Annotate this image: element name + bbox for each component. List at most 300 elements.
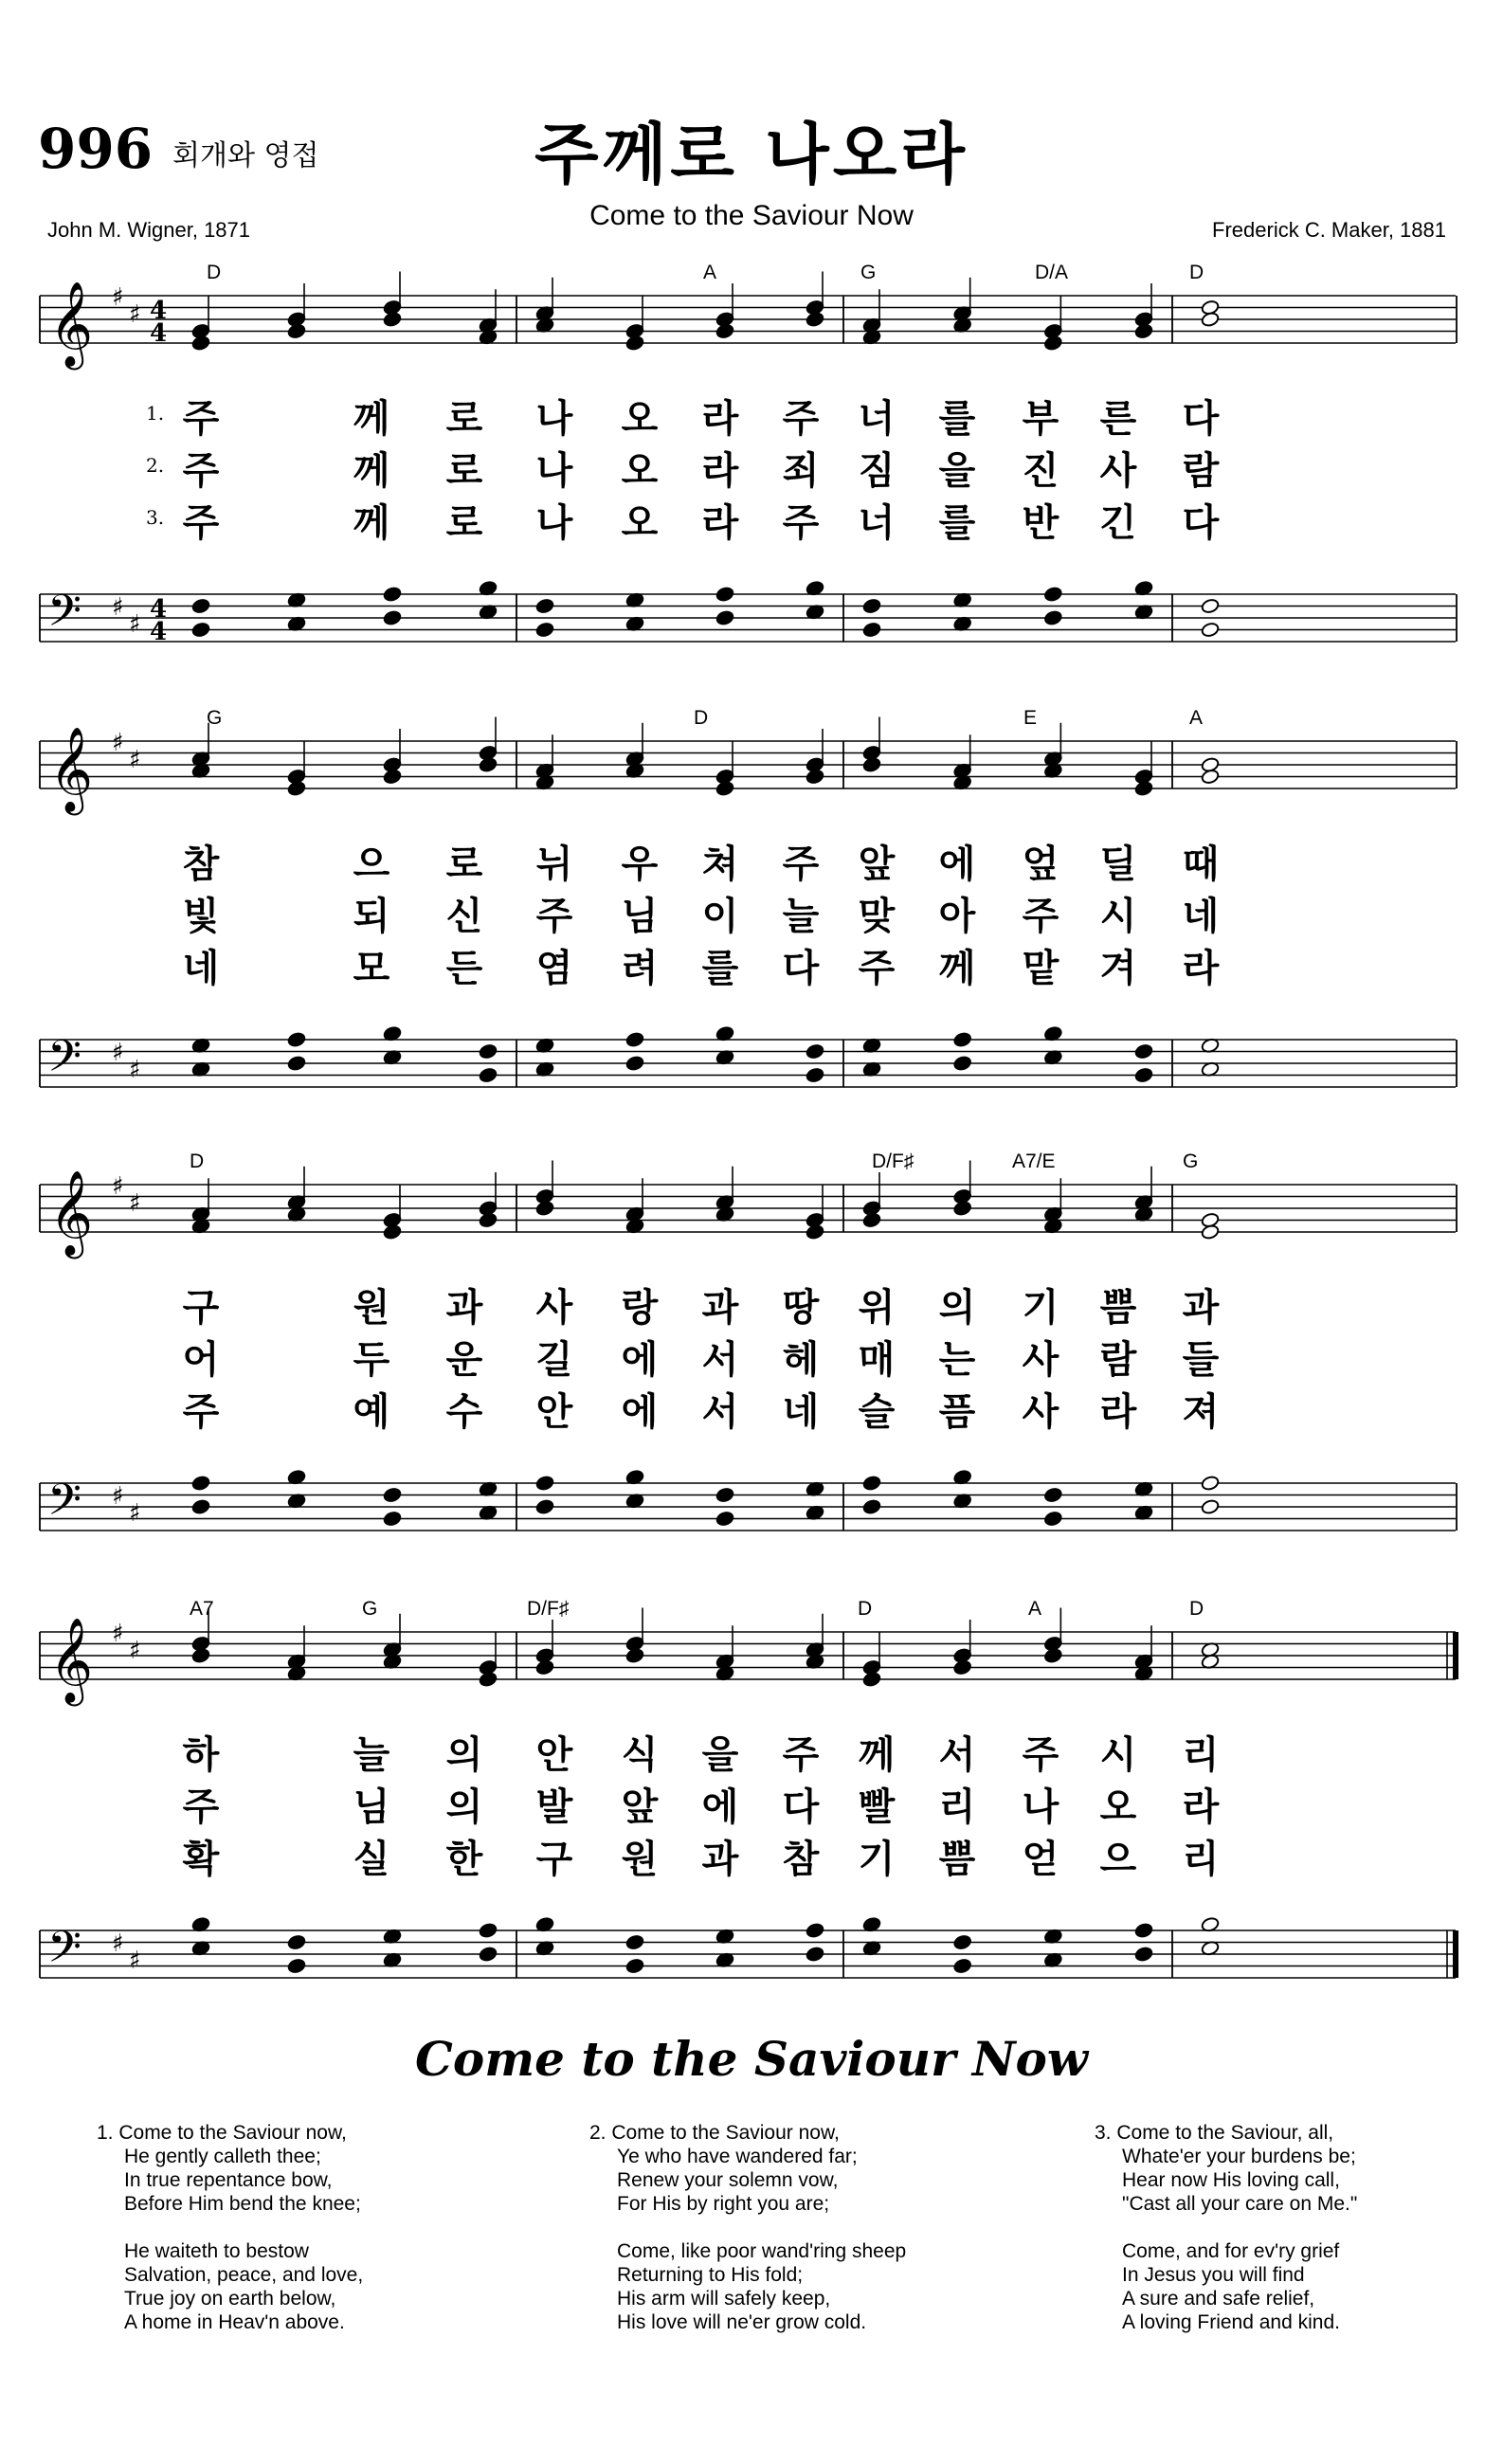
treble-staff: [40, 296, 1456, 343]
note-head: [1201, 311, 1220, 327]
lyric-syllable: 쳐: [701, 842, 739, 886]
lyric-syllable: 져: [1182, 1390, 1220, 1434]
lyric-syllable: 으: [353, 842, 390, 886]
english-stanza-3: [1095, 2121, 1357, 2334]
lyric-syllable: 리: [1182, 1733, 1220, 1777]
lyric-syllable: 운: [445, 1338, 483, 1382]
note-head: [287, 1934, 306, 1950]
note-head: [535, 1200, 554, 1216]
bass-clef: 𝄢: [47, 586, 82, 647]
note-head: [383, 586, 402, 602]
lyric-syllable: 식: [621, 1733, 659, 1777]
note-head: [535, 1659, 554, 1676]
lyric-syllable: 시: [1099, 1733, 1137, 1777]
lyric-syllable: 하: [182, 1733, 220, 1777]
note-head: [806, 311, 824, 327]
note-head: [953, 1659, 972, 1676]
lyric-syllable: 이: [701, 895, 739, 938]
stanza-line: A home in Heav'n above.: [124, 2311, 345, 2333]
note-head: [1134, 780, 1153, 796]
english-stanza-2: [589, 2121, 906, 2334]
lyric-syllable: 죄: [782, 449, 820, 493]
note-head: [479, 1922, 498, 1938]
lyric-syllable: 한: [445, 1838, 483, 1881]
lyric-syllable: 뉘: [535, 842, 573, 886]
note-head: [715, 586, 734, 602]
chord-symbol: D/A: [1035, 262, 1069, 283]
hymn-subtitle: Come to the Saviour Now: [589, 200, 914, 231]
note-head: [806, 1043, 824, 1060]
lyric-syllable: 라: [1182, 947, 1220, 990]
lyric-syllable: 랑: [621, 1286, 659, 1330]
lyric-syllable: 주: [782, 842, 820, 886]
lyric-syllable: 라: [701, 501, 739, 545]
lyric-syllable: 원: [621, 1838, 659, 1881]
note-head: [862, 598, 881, 614]
system-1: [40, 262, 1457, 647]
lyric-syllable: 라: [1182, 1785, 1220, 1829]
lyric-syllable: 을: [701, 1733, 739, 1777]
bass-staff: [40, 1930, 1456, 1978]
note-head: [1134, 323, 1153, 339]
lyric-syllable: 빛: [182, 895, 220, 938]
lyric-syllable: 나: [1022, 1785, 1059, 1829]
lyric-syllable: 구: [182, 1286, 220, 1330]
lyric-syllable: 쁨: [1099, 1286, 1137, 1330]
lyric-syllable: 를: [701, 947, 739, 990]
time-signature: 4: [150, 297, 168, 325]
lyric-syllable: 님: [353, 1785, 390, 1829]
stanza-line: Ye who have wandered far;: [617, 2146, 858, 2167]
composer-credit: Frederick C. Maker, 1881: [1212, 218, 1446, 242]
chord-symbol: A7/E: [1012, 1150, 1056, 1172]
sharp-sign: ♯: [129, 1947, 141, 1975]
lyric-syllable: 를: [938, 501, 976, 545]
sharp-sign: ♯: [129, 1056, 141, 1084]
stanza-line: [97, 2216, 363, 2239]
note-head: [715, 1511, 734, 1527]
lyric-syllable: 께: [858, 1733, 896, 1777]
lyric-syllable: 위: [858, 1286, 896, 1330]
chord-symbol: D/F♯: [872, 1150, 914, 1172]
note-head: [806, 1067, 824, 1083]
lyric-syllable: 겨: [1099, 947, 1137, 990]
sharp-sign: ♯: [129, 300, 141, 329]
note-head: [383, 1511, 402, 1527]
lyric-syllable: 로: [445, 449, 483, 493]
bass-staff: [40, 1483, 1456, 1531]
chord-symbol: G: [860, 262, 877, 283]
lyric-syllable: 의: [445, 1785, 483, 1829]
note-head: [715, 323, 734, 339]
note-head: [287, 1958, 306, 1974]
stanza-line: True joy on earth below,: [124, 2288, 336, 2310]
lyric-syllable: 사: [1022, 1338, 1059, 1382]
note-head: [1043, 1487, 1062, 1503]
note-head: [383, 311, 402, 327]
lyric-syllable: 앞: [621, 1785, 659, 1829]
lyric-syllable: 주: [182, 501, 220, 545]
note-head: [625, 1647, 644, 1663]
note-head: [287, 1031, 306, 1047]
stanza-line: Renew your solemn vow,: [617, 2169, 839, 2191]
lyric-syllable: 늘: [782, 895, 820, 938]
note-head: [625, 1934, 644, 1950]
lyric-syllable: 오: [621, 397, 659, 441]
lyric-syllable: 람: [1182, 449, 1220, 493]
chord-symbol: D: [190, 1150, 205, 1172]
chord-symbol: G: [207, 707, 223, 729]
lyric-syllable: 께: [938, 947, 976, 990]
bass-clef: 𝄢: [47, 1922, 82, 1984]
lyric-syllable: 구: [535, 1838, 573, 1881]
lyric-syllable: 참: [182, 842, 220, 886]
lyric-syllable: 주: [182, 397, 220, 441]
note-head: [287, 1055, 306, 1071]
lyric-syllable: 쁨: [938, 1838, 976, 1881]
lyric-syllable: 수: [445, 1390, 483, 1434]
lyric-syllable: 실: [353, 1838, 390, 1881]
lyric-syllable: 다: [782, 947, 820, 990]
chord-symbol: G: [362, 1598, 378, 1620]
lyric-syllable: 너: [858, 501, 896, 545]
lyric-syllable: 너: [858, 397, 896, 441]
lyric-syllable: 얻: [1022, 1838, 1059, 1881]
lyric-syllable: 길: [535, 1338, 573, 1382]
sharp-sign: ♯: [129, 1189, 141, 1218]
lyric-syllable: 서: [701, 1390, 739, 1434]
lyric-syllable: 땅: [782, 1286, 820, 1330]
note-head: [479, 1212, 498, 1228]
stanza-line: In true repentance bow,: [124, 2169, 333, 2191]
stanza-line: Salvation, peace, and love,: [124, 2264, 364, 2286]
english-stanza-1: [97, 2121, 363, 2334]
chord-symbol: D: [694, 707, 709, 729]
lyric-syllable: 안: [535, 1733, 573, 1777]
note-head: [535, 1475, 554, 1491]
lyric-syllable: 반: [1022, 501, 1059, 545]
lyric-syllable: 다: [782, 1785, 820, 1829]
note-head: [862, 1671, 881, 1687]
note-head: [479, 1067, 498, 1083]
stanza-line: His love will ne'er grow cold.: [617, 2311, 867, 2333]
sharp-sign: ♯: [112, 283, 124, 312]
stanza-line: Whate'er your burdens be;: [1122, 2146, 1356, 2167]
system-2: [40, 707, 1457, 1093]
sharp-sign: ♯: [112, 1482, 124, 1511]
note-head: [625, 1031, 644, 1047]
bass-clef: 𝄢: [47, 1475, 82, 1536]
lyric-syllable: 픔: [938, 1390, 976, 1434]
system-4: [40, 1598, 1458, 1984]
lyric-syllable: 사: [1022, 1390, 1059, 1434]
lyric-syllable: 님: [621, 895, 659, 938]
time-signature: 4: [150, 618, 168, 646]
lyric-syllable: 시: [1099, 895, 1137, 938]
chord-symbol: G: [1183, 1150, 1199, 1172]
lyric-syllable: 우: [621, 842, 659, 886]
stanza-line: Hear now His loving call,: [1122, 2169, 1340, 2191]
lyric-syllable: 을: [938, 449, 976, 493]
note-head: [287, 323, 306, 339]
lyric-syllable: 라: [701, 449, 739, 493]
note-head: [806, 1922, 824, 1938]
time-signature: 4: [150, 595, 168, 624]
note-head: [191, 622, 210, 638]
lyric-syllable: 아: [938, 895, 976, 938]
bass-clef: 𝄢: [47, 1031, 82, 1093]
lyric-syllable: 는: [938, 1338, 976, 1382]
lyric-syllable: 주: [182, 1785, 220, 1829]
lyric-syllable: 라: [1099, 1390, 1137, 1434]
note-head: [479, 756, 498, 772]
note-head: [715, 780, 734, 796]
note-head: [191, 1498, 210, 1514]
note-head: [287, 780, 306, 796]
note-head: [953, 1055, 972, 1071]
note-head: [535, 598, 554, 614]
treble-staff: [40, 1185, 1456, 1232]
treble-clef: 𝄞: [49, 1170, 94, 1256]
note-head: [806, 1223, 824, 1240]
lyric-syllable: 기: [1022, 1286, 1059, 1330]
english-title: Come to the Saviour Now: [415, 2031, 1088, 2087]
note-head: [1201, 769, 1220, 785]
lyric-syllable: 나: [535, 449, 573, 493]
lyric-syllable: 모: [353, 947, 390, 990]
sharp-sign: ♯: [112, 1039, 124, 1067]
lyric-syllable: 서: [938, 1733, 976, 1777]
chord-symbol: E: [1023, 707, 1038, 729]
chord-symbol: D: [1189, 262, 1204, 283]
lyric-syllable: 늘: [353, 1733, 390, 1777]
stanza-line: Returning to His fold;: [617, 2264, 804, 2286]
note-head: [953, 1200, 972, 1216]
stanza-line: [589, 2216, 906, 2239]
lyric-syllable: 진: [1022, 449, 1059, 493]
note-head: [1134, 1922, 1153, 1938]
note-head: [535, 1498, 554, 1514]
lyric-syllable: 신: [445, 895, 483, 938]
treble-staff: [40, 1632, 1456, 1679]
note-head: [1043, 335, 1062, 351]
lyric-syllable: 를: [938, 397, 976, 441]
lyric-syllable: 확: [182, 1838, 220, 1881]
note-head: [1043, 609, 1062, 625]
note-head: [625, 335, 644, 351]
lyric-syllable: 리: [938, 1785, 976, 1829]
lyric-syllable: 발: [535, 1785, 573, 1829]
system-3: [40, 1150, 1457, 1536]
chord-symbol: D: [1189, 1598, 1204, 1620]
lyric-syllable: 오: [621, 501, 659, 545]
lyric-syllable: 로: [445, 842, 483, 886]
chord-symbol: D: [858, 1598, 873, 1620]
verse-number: 2.: [146, 454, 165, 477]
lyric-syllable: 매: [858, 1338, 896, 1382]
verse-number: 1.: [146, 402, 165, 425]
sharp-sign: ♯: [112, 593, 124, 622]
sharp-sign: ♯: [112, 1620, 124, 1648]
note-head: [1134, 1946, 1153, 1962]
lyric-syllable: 다: [1182, 397, 1220, 441]
lyric-syllable: 과: [1182, 1286, 1220, 1330]
lyric-syllable: 사: [1099, 449, 1137, 493]
time-signature: 4: [150, 319, 168, 348]
lyric-syllable: 되: [353, 895, 390, 938]
lyric-syllable: 에: [701, 1785, 739, 1829]
lyric-syllable: 빨: [858, 1785, 896, 1829]
note-head: [862, 1498, 881, 1514]
hymn-title: 주께로 나오라: [534, 116, 969, 193]
note-head: [383, 1487, 402, 1503]
stanza-line: 1. Come to the Saviour now,: [97, 2122, 347, 2144]
treble-staff: [40, 741, 1456, 788]
lyric-syllable: 에: [621, 1338, 659, 1382]
lyric-syllable: 딜: [1099, 842, 1137, 886]
lyric-syllable: 라: [701, 397, 739, 441]
note-head: [1201, 622, 1220, 638]
note-head: [1043, 1647, 1062, 1663]
note-head: [1201, 1475, 1220, 1491]
lyric-syllable: 염: [535, 947, 573, 990]
stanza-line: Before Him bend the knee;: [124, 2193, 361, 2215]
sharp-sign: ♯: [129, 1637, 141, 1665]
lyric-syllable: 오: [621, 449, 659, 493]
lyric-syllable: 과: [445, 1286, 483, 1330]
lyric-syllable: 리: [1182, 1838, 1220, 1881]
lyric-syllable: 사: [535, 1286, 573, 1330]
lyric-syllable: 네: [182, 947, 220, 990]
note-head: [625, 1958, 644, 1974]
lyric-syllable: 엎: [1022, 842, 1059, 886]
lyric-syllable: 로: [445, 501, 483, 545]
lyric-syllable: 주: [182, 1390, 220, 1434]
note-head: [191, 1475, 210, 1491]
hymn-number: 996: [38, 117, 154, 181]
note-head: [806, 1946, 824, 1962]
lyric-syllable: 주: [1022, 895, 1059, 938]
lyric-syllable: 안: [535, 1390, 573, 1434]
final-bar-thick: [1453, 1930, 1458, 1978]
lyric-syllable: 나: [535, 397, 573, 441]
note-head: [479, 1043, 498, 1060]
lyric-syllable: 때: [1182, 842, 1220, 886]
lyric-syllable: 주: [782, 397, 820, 441]
lyric-syllable: 른: [1099, 397, 1137, 441]
stanza-line: [1095, 2216, 1357, 2239]
lyric-syllable: 에: [621, 1390, 659, 1434]
chord-symbol: D/F♯: [527, 1598, 570, 1620]
lyric-syllable: 다: [1182, 501, 1220, 545]
treble-clef: 𝄞: [49, 1618, 94, 1703]
lyric-syllable: 슬: [858, 1390, 896, 1434]
stanza-line: For His by right you are;: [617, 2193, 830, 2215]
lyric-syllable: 으: [1099, 1838, 1137, 1881]
lyric-syllable: 맞: [858, 895, 896, 938]
lyric-syllable: 주: [782, 501, 820, 545]
stanza-line: His arm will safely keep,: [617, 2288, 831, 2310]
note-head: [953, 1958, 972, 1974]
sharp-sign: ♯: [129, 1499, 141, 1528]
note-head: [953, 1031, 972, 1047]
lyric-syllable: 주: [182, 449, 220, 493]
lyric-syllable: 맡: [1022, 947, 1059, 990]
stanza-line: Come, and for ev'ry grief: [1122, 2240, 1340, 2262]
note-head: [383, 609, 402, 625]
note-head: [862, 1475, 881, 1491]
note-head: [715, 609, 734, 625]
lyric-syllable: 께: [353, 397, 390, 441]
final-bar-thick: [1453, 1632, 1458, 1679]
note-head: [1134, 1067, 1153, 1083]
note-head: [862, 622, 881, 638]
note-head: [479, 1946, 498, 1962]
sharp-sign: ♯: [112, 729, 124, 757]
lyric-syllable: 려: [621, 947, 659, 990]
lyric-syllable: 서: [701, 1338, 739, 1382]
hymn-category: 회개와 영접: [172, 139, 319, 172]
lyric-syllable: 주: [1022, 1733, 1059, 1777]
stanza-line: In Jesus you will find: [1122, 2264, 1305, 2286]
lyric-syllable: 네: [1182, 895, 1220, 938]
sharp-sign: ♯: [129, 610, 141, 639]
lyric-syllable: 참: [782, 1838, 820, 1881]
lyric-syllable: 긴: [1099, 501, 1137, 545]
lyric-syllable: 께: [353, 449, 390, 493]
note-head: [1201, 1498, 1220, 1514]
lyric-syllable: 기: [858, 1838, 896, 1881]
lyric-syllable: 과: [701, 1286, 739, 1330]
lyric-syllable: 든: [445, 947, 483, 990]
note-head: [1043, 586, 1062, 602]
note-head: [383, 769, 402, 785]
lyric-syllable: 오: [1099, 1785, 1137, 1829]
note-head: [191, 598, 210, 614]
lyric-syllable: 람: [1099, 1338, 1137, 1382]
lyric-syllable: 로: [445, 397, 483, 441]
note-head: [1134, 1043, 1153, 1060]
note-head: [953, 1934, 972, 1950]
bass-staff: [40, 1040, 1456, 1087]
lyric-syllable: 두: [353, 1338, 390, 1382]
stanza-line: He gently calleth thee;: [124, 2146, 321, 2167]
lyric-syllable: 께: [353, 501, 390, 545]
stanza-line: Come, like poor wand'ring sheep: [617, 2240, 907, 2262]
note-head: [479, 1671, 498, 1687]
sharp-sign: ♯: [112, 1930, 124, 1958]
lyric-syllable: 헤: [782, 1338, 820, 1382]
lyric-syllable: 예: [353, 1390, 390, 1434]
stanza-line: He waiteth to bestow: [124, 2240, 309, 2262]
lyric-syllable: 주: [535, 895, 573, 938]
note-head: [862, 756, 881, 772]
treble-clef: 𝄞: [49, 727, 94, 812]
lyric-syllable: 에: [938, 842, 976, 886]
stanza-line: A sure and safe relief,: [1122, 2288, 1315, 2310]
note-head: [806, 769, 824, 785]
lyric-syllable: 의: [938, 1286, 976, 1330]
chord-symbol: A: [1028, 1598, 1042, 1620]
sharp-sign: ♯: [112, 1172, 124, 1201]
lyric-syllable: 원: [353, 1286, 390, 1330]
stanza-line: A loving Friend and kind.: [1122, 2311, 1340, 2333]
lyric-syllable: 과: [701, 1838, 739, 1881]
chord-symbol: A: [1189, 707, 1204, 729]
stanza-line: "Cast all your care on Me.": [1122, 2193, 1358, 2215]
lyric-syllable: 어: [182, 1338, 220, 1382]
lyric-syllable: 의: [445, 1733, 483, 1777]
